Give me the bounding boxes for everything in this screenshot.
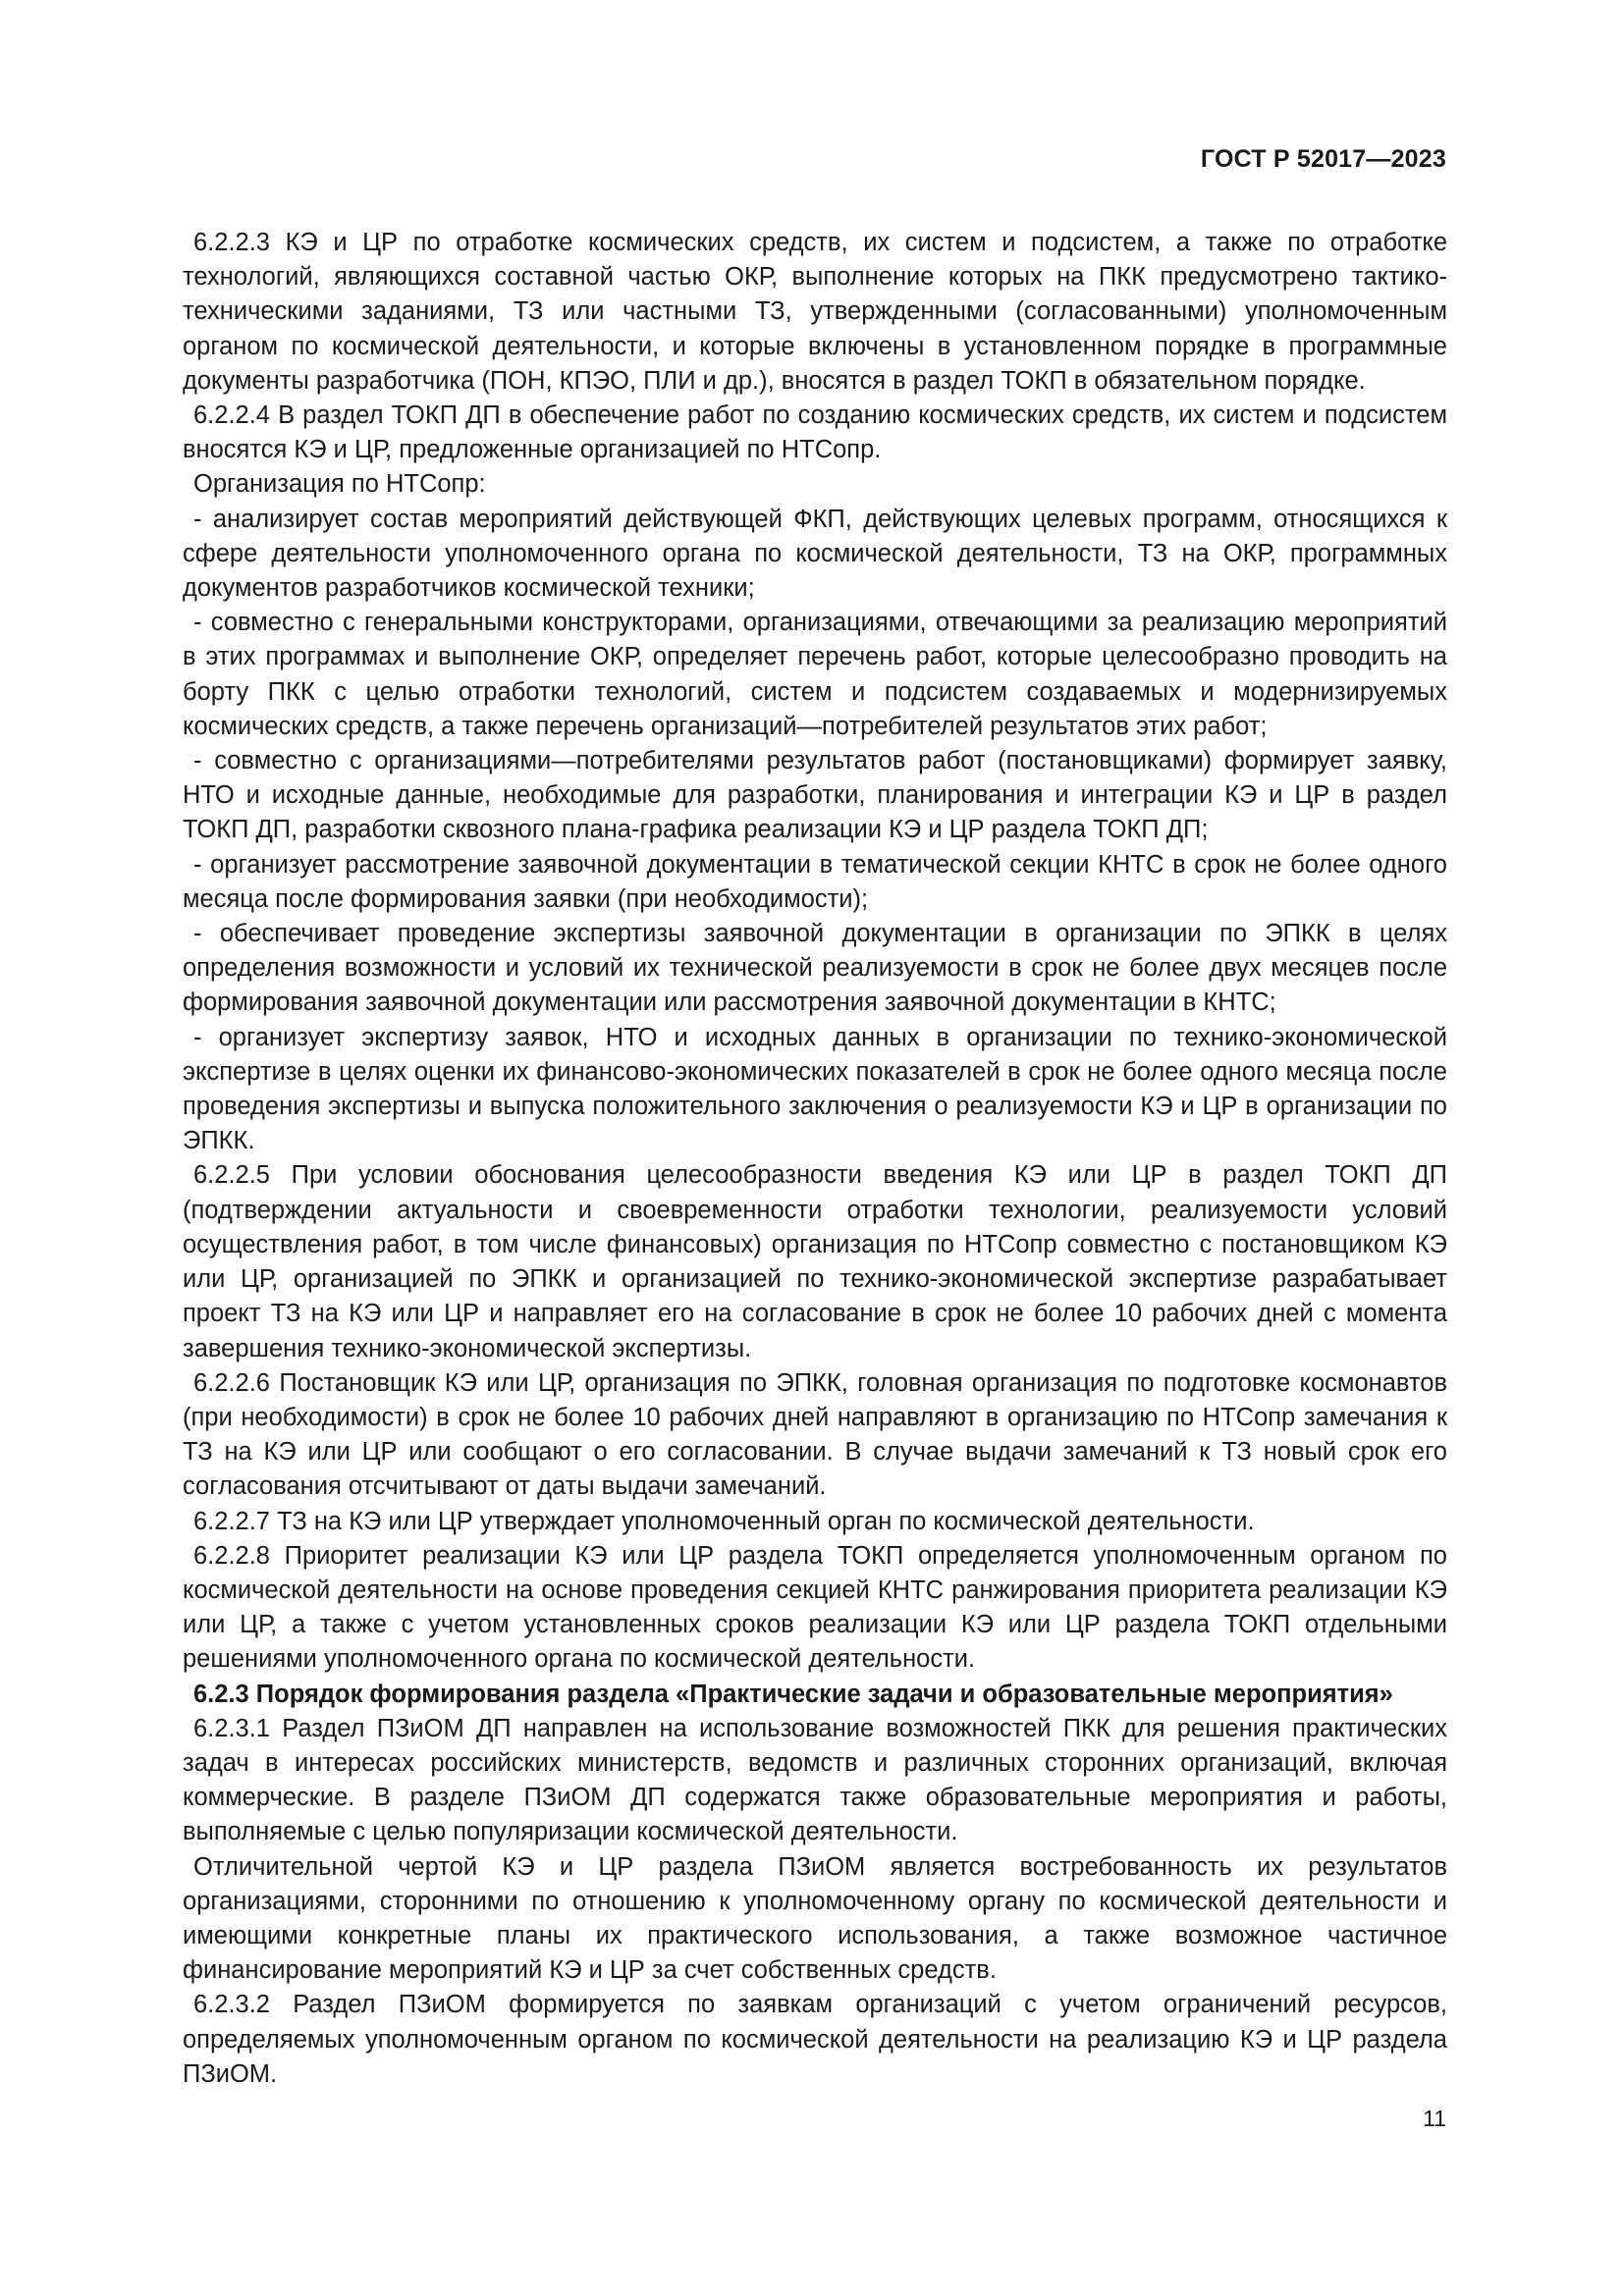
list-item: - организует рассмотрение заявочной документации в тематической секции КНТС в срок не более одного месяца после формирования заявки (при необходимости);	[183, 850, 1447, 913]
paragraph-6-2-2-6: 6.2.2.6 Постановщик КЭ или ЦР, организация по ЭПКК, головная организация по подготовке космонавтов (при необходимости) в срок не более 10 рабочих дней направляют в организацию по НТСопр замечания к ТЗ на КЭ или ЦР или сообщают о его согласовании. В случае выдачи замечаний к ТЗ новый срок его согласования отсчитывают от даты выдачи замечаний.	[183, 1368, 1447, 1501]
document-body	[183, 226, 1447, 2092]
list-item: - обеспечивает проведение экспертизы заявочной документации в организации по ЭПКК в целях определения возможности и условий их технической реализуемости в срок не более двух месяцев после формирования заявочной документации или рассмотрения заявочной документации в КНТС;	[183, 920, 1447, 1017]
list-item: - совместно с генеральными конструкторами, организациями, отвечающими за реализацию мероприятий в этих программах и выполнение ОКР, определяет перечень работ, которые целесообразно проводить на борту ПКК с целью отработки технологий, систем и подсистем создаваемых и модернизируемых космических средств, а также перечень организаций—потребителей результатов этих работ;	[183, 609, 1447, 740]
section-heading-6-2-3: 6.2.3 Порядок формирования раздела «Практические задачи и образовательные мероприятия»	[193, 1680, 1393, 1708]
list-item: - анализирует состав мероприятий действующей ФКП, действующих целевых программ, относящихся к сфере деятельности уполномоченного органа по космической деятельности, ТЗ на ОКР, программных документов разработчиков космической техники;	[183, 505, 1447, 603]
paragraph-6-2-3-1: 6.2.3.1 Раздел ПЗиОМ ДП направлен на использование возможностей ПКК для решения практических задач в интересах российских министерств, ведомств и различных сторонних организаций, включая коммерческие. В разделе ПЗиОМ ДП содержатся также образовательные мероприятия и работы, выполняемые с целью популяризации космической деятельности.	[183, 1714, 1447, 1846]
paragraph-6-2-2-7: 6.2.2.7 ТЗ на КЭ или ЦР утверждает уполномоченный орган по космической деятельности.	[193, 1507, 1255, 1535]
document-standard-number: ГОСТ Р 52017—2023	[1200, 145, 1446, 173]
paragraph-distinctive-feature: Отличительной чертой КЭ и ЦР раздела ПЗиОМ является востребованность их результатов организациями, сторонними по отношению к уполномоченному органу по космической деятельности и имеющими конкретные планы их практического использования, а также возможное частичное финансирование мероприятий КЭ и ЦР за счет собственных средств.	[183, 1852, 1447, 1985]
page-number: 11	[1423, 2106, 1446, 2131]
paragraph-6-2-2-4: 6.2.2.4 В раздел ТОКП ДП в обеспечение работ по созданию космических средств, их систем и подсистем вносятся КЭ и ЦР, предложенные организацией по НТСопр.	[183, 401, 1447, 464]
list-item: - совместно с организациями—потребителями результатов работ (постановщиками) формирует заявку, НТО и исходные данные, необходимые для разработки, планирования и интеграции КЭ и ЦР в раздел ТОКП ДП, разработки сквозного плана-графика реализации КЭ и ЦР раздела ТОКП ДП;	[183, 747, 1447, 844]
paragraph-6-2-2-3: 6.2.2.3 КЭ и ЦР по отработке космических средств, их систем и подсистем, а также по отработке технологий, являющихся составной частью ОКР, выполнение которых на ПКК предусмотрено тактико-техническими заданиями, ТЗ или частными ТЗ, утвержденными (согласованными) уполномоченным органом по космической деятельности, и которые включены в установленном порядке в программные документы разработчика (ПОН, КПЭО, ПЛИ и др.), вносятся в раздел ТОКП в обязательном порядке.	[183, 229, 1447, 395]
paragraph-6-2-2-5: 6.2.2.5 При условии обоснования целесообразности введения КЭ или ЦР в раздел ТОКП ДП (подтверждении актуальности и своевременности отработки технологии, реализуемости условий осуществления работ, в том числе финансовых) организация по НТСопр совместно с постановщиком КЭ или ЦР, организацией по ЭПКК и организацией по технико-экономической экспертизе разрабатывает проект ТЗ на КЭ или ЦР и направляет его на согласование в срок не более 10 рабочих дней с момента завершения технико-экономической экспертизы.	[183, 1161, 1447, 1362]
paragraph-6-2-3-2: 6.2.3.2 Раздел ПЗиОМ формируется по заявкам организаций с учетом ограничений ресурсов, определяемых уполномоченным органом по космической деятельности на реализацию КЭ и ЦР раздела ПЗиОМ.	[183, 1991, 1447, 2088]
paragraph-6-2-2-8: 6.2.2.8 Приоритет реализации КЭ или ЦР раздела ТОКП определяется уполномоченным органом по космической деятельности на основе проведения секцией КНТС ранжирования приоритета реализации КЭ или ЦР, а также с учетом установленных сроков реализации КЭ или ЦР раздела ТОКП отдельными решениями уполномоченного органа по космической деятельности.	[183, 1541, 1447, 1674]
paragraph-organization-intro: Организация по НТСопр:	[193, 470, 486, 499]
list-item: - организует экспертизу заявок, НТО и исходных данных в организации по технико-экономической экспертизе в целях оценки их финансово-экономических показателей в срок не более одного месяца после проведения экспертизы и выпуска положительного заключения о реализуемости КЭ и ЦР в организации по ЭПКК.	[183, 1023, 1447, 1155]
